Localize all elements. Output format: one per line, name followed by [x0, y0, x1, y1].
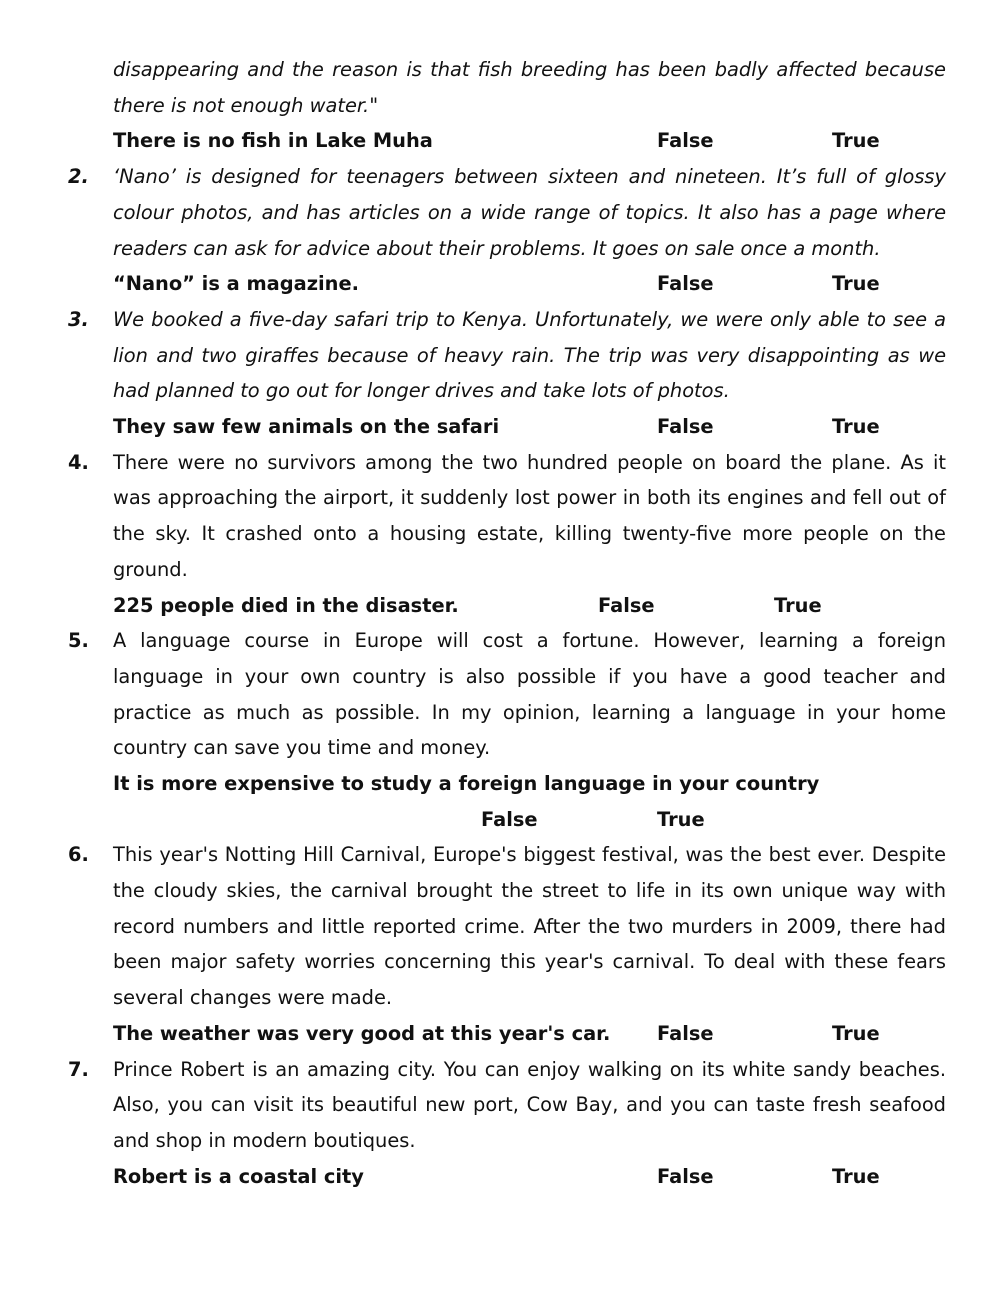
- statement-text: They saw few animals on the safari: [113, 415, 500, 438]
- question-passage: ‘Nano’ is designed for teenagers between sixteen and nineteen. It’s full of glossy colour photos, and has articles on a wide range of topics. It also has a page where readers can ask for advice about their problems. It goes on sale once a month.: [113, 165, 946, 260]
- question-passage: We booked a five-day safari trip to Kenya. Unfortunately, we were only able to see a lion and two giraffes because of heavy rain. The trip was very disappointing as we had planned to go out for longer drives and take lots of photos.: [113, 307, 946, 403]
- question-number: 4.: [68, 450, 89, 474]
- true-option[interactable]: True: [832, 129, 880, 153]
- statement-text: Robert is a coastal city: [113, 1164, 364, 1188]
- statement-row: [0, 266, 1000, 302]
- answer-options-row: [0, 802, 1000, 838]
- statement-row: [0, 766, 1000, 802]
- question-number: 3.: [68, 307, 89, 331]
- false-option[interactable]: False: [481, 807, 538, 831]
- question-item-2: [0, 159, 1000, 302]
- true-option[interactable]: True: [832, 1021, 880, 1045]
- question-item-3: [0, 302, 1000, 445]
- false-option[interactable]: False: [657, 1021, 714, 1045]
- question-passage: Prince Robert is an amazing city. You can enjoy walking on its white sandy beaches. Also, you can visit its beautiful new port, Cow Bay, and you can taste fresh seafood and shop in modern boutiques.: [113, 1057, 946, 1152]
- worksheet-page: [0, 52, 1000, 1194]
- question-number: 6.: [68, 843, 89, 867]
- statement-row: [0, 1159, 1000, 1195]
- question-item-7: [0, 1052, 1000, 1195]
- question-number: 5.: [68, 629, 89, 653]
- question-item-6: [0, 837, 1000, 1051]
- statement-text: It is more expensive to study a foreign language in your country: [113, 772, 820, 795]
- question-passage: disappearing and the reason is that fish breeding has been badly affected because there is not enough water.": [113, 58, 946, 117]
- false-option[interactable]: False: [657, 272, 714, 296]
- statement-text: 225 people died in the disaster.: [113, 593, 459, 617]
- true-option[interactable]: True: [774, 593, 822, 617]
- question-number: 2.: [68, 165, 89, 189]
- question-passage: This year's Notting Hill Carnival, Europe's biggest festival, was the best ever. Despite the cloudy skies, the carnival brought the street to life in its own unique way with record numbers and little reported crime. After the two murders in 2009, there had been major safety worries concerning this year's carnival. To deal with these fears several changes were made.: [113, 843, 946, 1010]
- statement-text: “Nano” is a magazine.: [113, 272, 359, 296]
- false-option[interactable]: False: [657, 1164, 714, 1188]
- question-passage: A language course in Europe will cost a fortune. However, learning a foreign language in your own country is also possible if you have a good teacher and practice as much as possible. In my opinion, learning a language in your home country can save you time and money.: [113, 629, 946, 760]
- statement-row: [0, 123, 1000, 159]
- true-option[interactable]: True: [832, 415, 880, 438]
- question-number: 7.: [68, 1057, 89, 1081]
- question-item-1: [0, 52, 1000, 159]
- statement-text: There is no fish in Lake Muha: [113, 129, 433, 153]
- question-item-4: [0, 445, 1000, 624]
- true-option[interactable]: True: [657, 807, 705, 831]
- statement-row: [0, 409, 1000, 445]
- false-option[interactable]: False: [657, 129, 714, 153]
- question-item-5: [0, 623, 1000, 837]
- statement-row: [0, 588, 1000, 624]
- statement-text: The weather was very good at this year's car.: [113, 1021, 611, 1045]
- false-option[interactable]: False: [598, 593, 655, 617]
- statement-row: [0, 1016, 1000, 1052]
- question-passage: There were no survivors among the two hundred people on board the plane. As it was approaching the airport, it suddenly lost power in both its engines and fell out of the sky. It crashed onto a housing estate, killing twenty-five more people on the ground.: [113, 450, 946, 581]
- false-option[interactable]: False: [657, 415, 714, 438]
- true-option[interactable]: True: [832, 1164, 880, 1188]
- true-option[interactable]: True: [832, 272, 880, 296]
